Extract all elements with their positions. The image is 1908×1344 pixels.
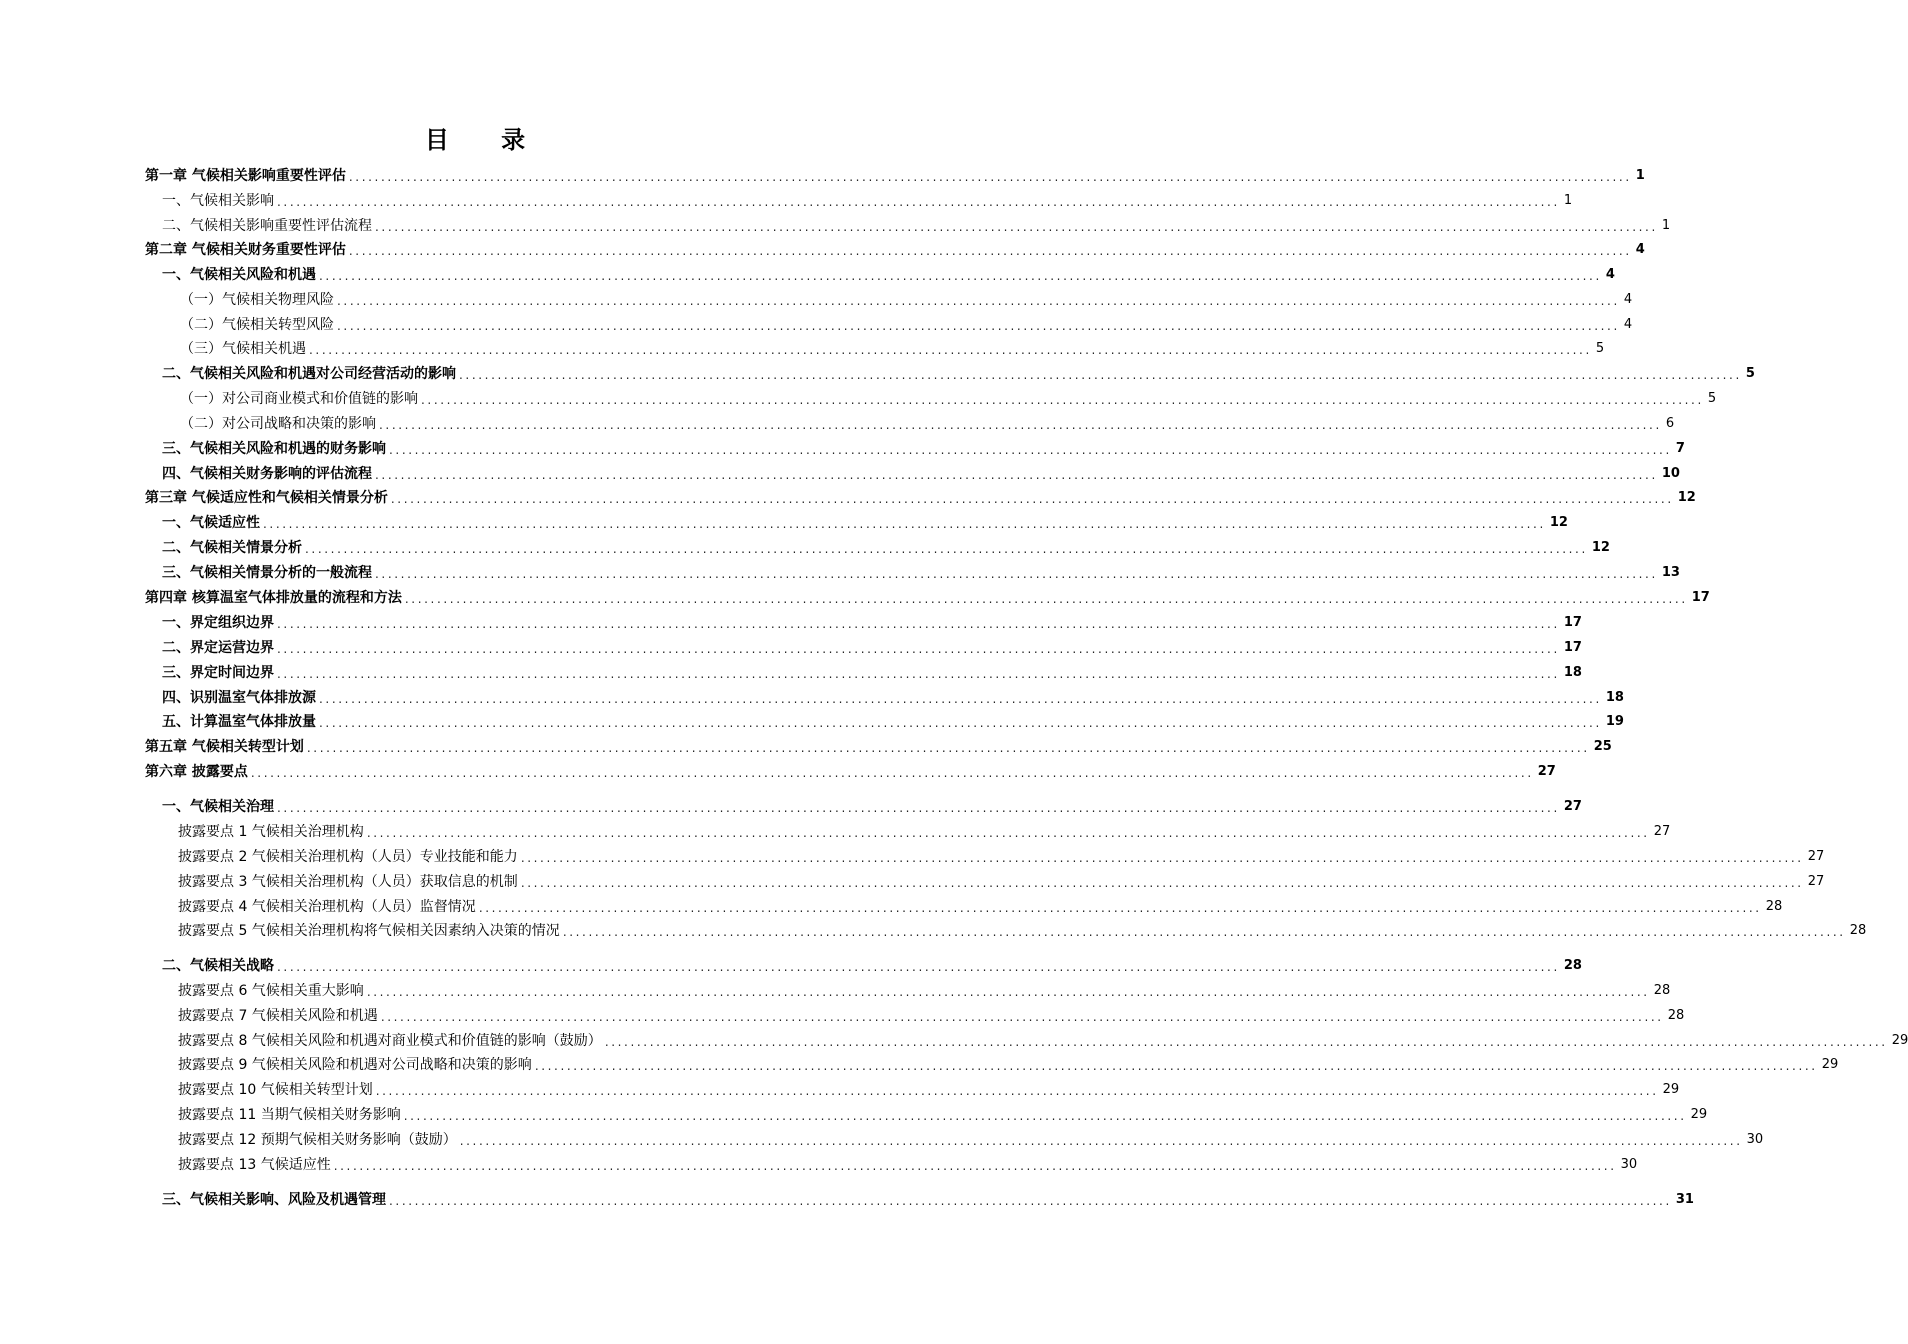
dot-leader: ........................................................................................................................................................................................................ [375, 567, 1658, 581]
toc-entry-page: 28 [1765, 899, 1783, 914]
dot-leader: ........................................................................................................................................................................................................ [604, 1035, 1888, 1049]
dot-leader: ........................................................................................................................................................................................................ [250, 766, 1534, 780]
toc-entry-title: 第六章 披露要点 [145, 764, 248, 780]
toc-entry-title: 四、识别温室气体排放源 [162, 690, 316, 706]
toc-entry-title: 披露要点 9 气候相关风险和机遇对公司战略和决策的影响 [178, 1057, 532, 1073]
toc-entry[interactable] [162, 265, 1615, 285]
dot-leader: ........................................................................................................................................................................................................ [375, 1084, 1659, 1098]
dot-leader: ........................................................................................................................................................................................................ [534, 1059, 1818, 1073]
toc-entry[interactable] [145, 762, 1556, 782]
toc-entry[interactable] [178, 1006, 1685, 1026]
dot-leader: ........................................................................................................................................................................................................ [459, 368, 1742, 382]
toc-entry-page: 27 [1807, 849, 1825, 864]
toc-entry-page: 12 [1549, 515, 1568, 530]
toc-entry-page: 12 [1677, 490, 1696, 505]
toc-entry[interactable] [178, 897, 1783, 917]
toc-entry-page: 25 [1593, 739, 1612, 754]
toc-entry-title: 披露要点 12 预期气候相关财务影响（鼓励） [178, 1132, 457, 1148]
toc-entry-page: 17 [1691, 590, 1710, 605]
toc-entry-page: 19 [1605, 714, 1624, 729]
toc-entry-title: 第二章 气候相关财务重要性评估 [145, 242, 346, 258]
toc-entry[interactable] [145, 737, 1612, 757]
toc-entry-title: 第三章 气候适应性和气候相关情景分析 [145, 490, 388, 506]
toc-entry-title: （二）对公司战略和决策的影响 [180, 416, 376, 432]
dot-leader: ........................................................................................................................................................................................................ [337, 294, 1620, 308]
toc-entry-page: 28 [1849, 923, 1867, 938]
toc-entry-title: 第五章 气候相关转型计划 [145, 739, 304, 755]
toc-entry-page: 27 [1537, 764, 1556, 779]
toc-entry[interactable] [145, 488, 1696, 508]
toc-entry-title: 一、气候相关风险和机遇 [162, 267, 316, 283]
toc-entry[interactable] [178, 1130, 1764, 1150]
toc-entry[interactable] [162, 613, 1582, 633]
toc-entry[interactable] [145, 588, 1710, 608]
toc-entry-title: 二、气候相关战略 [162, 958, 274, 974]
toc-entry-page: 4 [1623, 292, 1633, 307]
dot-leader: ........................................................................................................................................................................................................ [319, 716, 1602, 730]
dot-leader: ........................................................................................................................................................................................................ [319, 692, 1602, 706]
dot-leader: ........................................................................................................................................................................................................ [389, 1194, 1672, 1208]
toc-entry-page: 10 [1661, 466, 1680, 481]
toc-entry-page: 12 [1591, 540, 1610, 555]
dot-leader: ........................................................................................................................................................................................................ [389, 443, 1672, 457]
dot-leader: ........................................................................................................................................................................................................ [277, 195, 1560, 209]
dot-leader: ........................................................................................................................................................................................................ [366, 826, 1650, 840]
toc-entry-title: （二）气候相关转型风险 [180, 317, 334, 333]
toc-entry-title: 三、气候相关情景分析的一般流程 [162, 565, 372, 581]
toc-entry[interactable] [145, 240, 1645, 260]
toc-entry[interactable] [162, 956, 1582, 976]
toc-entry-title: 一、气候适应性 [162, 515, 260, 531]
toc-entry[interactable] [162, 464, 1680, 484]
toc-entry-title: 一、气候相关影响 [162, 193, 274, 209]
toc-entry[interactable] [178, 822, 1671, 842]
toc-entry-title: 披露要点 10 气候相关转型计划 [178, 1082, 373, 1098]
toc-entry-page: 29 [1690, 1107, 1708, 1122]
toc-entry[interactable] [162, 688, 1624, 708]
toc-entry-title: 二、气候相关影响重要性评估流程 [162, 218, 372, 234]
dot-leader: ........................................................................................................................................................................................................ [459, 1134, 1743, 1148]
toc-title: 目 录 [424, 126, 548, 154]
toc-entry-title: 披露要点 7 气候相关风险和机遇 [178, 1008, 378, 1024]
toc-entry-page: 4 [1605, 267, 1615, 282]
dot-leader: ........................................................................................................................................................................................................ [520, 851, 1804, 865]
toc-entry-title: 三、界定时间边界 [162, 665, 274, 681]
toc-entry-title: 披露要点 8 气候相关风险和机遇对商业模式和价值链的影响（鼓励） [178, 1033, 602, 1049]
toc-entry-title: （一）气候相关物理风险 [180, 292, 334, 308]
toc-entry[interactable] [162, 191, 1573, 211]
toc-entry[interactable] [145, 166, 1645, 186]
toc-entry-title: 三、气候相关影响、风险及机遇管理 [162, 1192, 386, 1208]
dot-leader: ........................................................................................................................................................................................................ [305, 542, 1588, 556]
dot-leader: ........................................................................................................................................................................................................ [403, 1109, 1687, 1123]
dot-leader: ........................................................................................................................................................................................................ [478, 901, 1762, 915]
dot-leader: ........................................................................................................................................................................................................ [421, 393, 1704, 407]
toc-entry-page: 18 [1563, 665, 1582, 680]
toc-entry-page: 27 [1563, 799, 1582, 814]
toc-entry[interactable] [178, 921, 1867, 941]
dot-leader: ........................................................................................................................................................................................................ [348, 170, 1632, 184]
toc-entry-title: 第四章 核算温室气体排放量的流程和方法 [145, 590, 402, 606]
toc-entry-title: （一）对公司商业模式和价值链的影响 [180, 391, 418, 407]
toc-entry-page: 1 [1635, 168, 1645, 183]
toc-entry-title: 四、气候相关财务影响的评估流程 [162, 466, 372, 482]
dot-leader: ........................................................................................................................................................................................................ [348, 244, 1632, 258]
dot-leader: ........................................................................................................................................................................................................ [306, 741, 1590, 755]
toc-entry-title: 一、气候相关治理 [162, 799, 274, 815]
dot-leader: ........................................................................................................................................................................................................ [366, 985, 1650, 999]
toc-entry[interactable] [162, 663, 1582, 683]
toc-entry[interactable] [180, 389, 1717, 409]
dot-leader: ........................................................................................................................................................................................................ [277, 642, 1560, 656]
toc-entry-title: 五、计算温室气体排放量 [162, 714, 316, 730]
toc-entry-page: 13 [1661, 565, 1680, 580]
dot-leader: ........................................................................................................................................................................................................ [375, 220, 1658, 234]
toc-entry[interactable] [162, 563, 1680, 583]
toc-entry-page: 29 [1821, 1057, 1839, 1072]
toc-entry-page: 30 [1620, 1157, 1638, 1172]
toc-entry-page: 1 [1661, 218, 1671, 233]
toc-entry-title: 一、界定组织边界 [162, 615, 274, 631]
toc-entry[interactable] [180, 339, 1605, 359]
toc-entry-page: 28 [1653, 983, 1671, 998]
dot-leader: ........................................................................................................................................................................................................ [390, 492, 1674, 506]
toc-entry[interactable] [180, 414, 1675, 434]
toc-entry[interactable] [178, 1155, 1638, 1175]
toc-entry-title: 披露要点 5 气候相关治理机构将气候相关因素纳入决策的情况 [178, 923, 560, 939]
toc-entry-page: 5 [1707, 391, 1717, 406]
toc-entry-page: 28 [1667, 1008, 1685, 1023]
toc-entry-page: 30 [1746, 1132, 1764, 1147]
toc-entry[interactable] [162, 439, 1685, 459]
toc-entry-page: 7 [1675, 441, 1685, 456]
toc-entry[interactable] [162, 513, 1568, 533]
toc-entry[interactable] [178, 1031, 1908, 1051]
toc-entry-title: 三、气候相关风险和机遇的财务影响 [162, 441, 386, 457]
toc-entry-page: 27 [1653, 824, 1671, 839]
dot-leader: ........................................................................................................................................................................................................ [277, 667, 1560, 681]
toc-entry-title: 二、气候相关风险和机遇对公司经营活动的影响 [162, 366, 456, 382]
toc-entry[interactable] [178, 981, 1671, 1001]
toc-entry-title: 二、气候相关情景分析 [162, 540, 302, 556]
dot-leader: ........................................................................................................................................................................................................ [380, 1010, 1664, 1024]
toc-entry[interactable] [162, 364, 1755, 384]
toc-entry[interactable] [162, 638, 1582, 658]
toc-entry-title: 二、界定运营边界 [162, 640, 274, 656]
dot-leader: ........................................................................................................................................................................................................ [333, 1159, 1617, 1173]
toc-entry[interactable] [162, 216, 1671, 236]
toc-entry[interactable] [162, 712, 1624, 732]
toc-entry-page: 4 [1635, 242, 1645, 257]
toc-entry[interactable] [178, 1080, 1680, 1100]
dot-leader: ........................................................................................................................................................................................................ [319, 269, 1602, 283]
dot-leader: ........................................................................................................................................................................................................ [309, 343, 1592, 357]
toc-entry-page: 5 [1595, 341, 1605, 356]
toc-entry-title: 披露要点 6 气候相关重大影响 [178, 983, 364, 999]
dot-leader: ........................................................................................................................................................................................................ [277, 801, 1560, 815]
toc-entry-page: 29 [1891, 1033, 1908, 1048]
dot-leader: ........................................................................................................................................................................................................ [404, 592, 1688, 606]
toc-entry-page: 18 [1605, 690, 1624, 705]
dot-leader: ........................................................................................................................................................................................................ [375, 468, 1658, 482]
toc-entry-title: （三）气候相关机遇 [180, 341, 306, 357]
dot-leader: ........................................................................................................................................................................................................ [520, 876, 1804, 890]
toc-entry-page: 28 [1563, 958, 1582, 973]
toc-entry[interactable] [162, 797, 1582, 817]
toc-entry[interactable] [178, 1055, 1839, 1075]
toc-entry-title: 披露要点 13 气候适应性 [178, 1157, 331, 1173]
toc-entry-title: 披露要点 2 气候相关治理机构（人员）专业技能和能力 [178, 849, 518, 865]
toc-entry[interactable] [162, 538, 1610, 558]
dot-leader: ........................................................................................................................................................................................................ [277, 960, 1560, 974]
toc-entry[interactable] [178, 872, 1825, 892]
toc-entry-page: 4 [1623, 317, 1633, 332]
toc-entry-page: 1 [1563, 193, 1573, 208]
toc-entry-title: 披露要点 4 气候相关治理机构（人员）监督情况 [178, 899, 476, 915]
toc-entry-page: 29 [1662, 1082, 1680, 1097]
toc-entry[interactable] [178, 847, 1825, 867]
toc-entry-title: 第一章 气候相关影响重要性评估 [145, 168, 346, 184]
toc-entry-page: 17 [1563, 640, 1582, 655]
toc-entry-page: 31 [1675, 1192, 1694, 1207]
toc-entry-page: 6 [1665, 416, 1675, 431]
dot-leader: ........................................................................................................................................................................................................ [379, 418, 1662, 432]
toc-entry[interactable] [162, 1190, 1694, 1210]
toc-entry-title: 披露要点 1 气候相关治理机构 [178, 824, 364, 840]
toc-entry-page: 27 [1807, 874, 1825, 889]
dot-leader: ........................................................................................................................................................................................................ [263, 517, 1546, 531]
dot-leader: ........................................................................................................................................................................................................ [277, 617, 1560, 631]
toc-entry-page: 5 [1745, 366, 1755, 381]
toc-entry[interactable] [180, 315, 1633, 335]
dot-leader: ........................................................................................................................................................................................................ [562, 925, 1846, 939]
toc-entry-title: 披露要点 11 当期气候相关财务影响 [178, 1107, 401, 1123]
toc-entry-title: 披露要点 3 气候相关治理机构（人员）获取信息的机制 [178, 874, 518, 890]
toc-entry[interactable] [178, 1105, 1708, 1125]
toc-entry[interactable] [180, 290, 1633, 310]
toc-entry-page: 17 [1563, 615, 1582, 630]
dot-leader: ........................................................................................................................................................................................................ [337, 319, 1620, 333]
